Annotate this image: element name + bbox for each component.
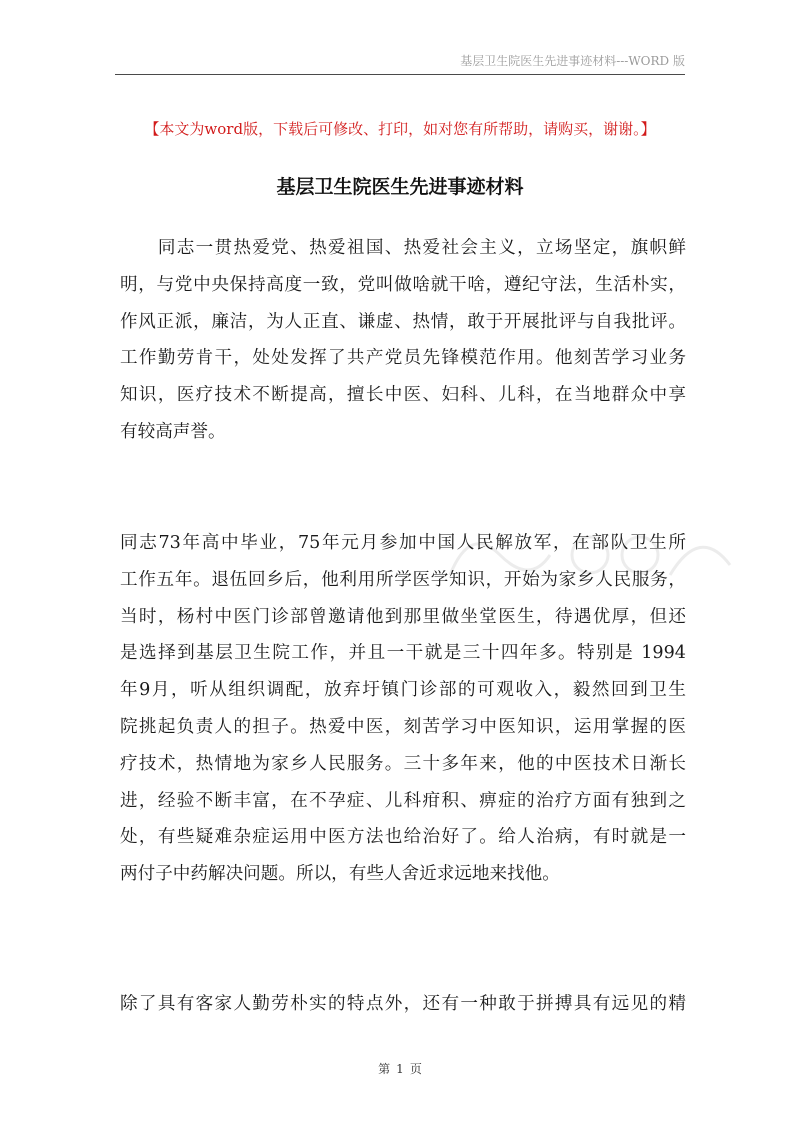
page-footer: [0, 1060, 800, 1078]
paragraph-line: 工作五年。退伍回乡后，他利用所学医学知识，开始为家乡人民服务，: [120, 569, 686, 590]
footer-suffix: 页: [409, 1062, 422, 1076]
paragraph-line: 工作勤劳肯干，处处发挥了共产党员先锋模范作用。他刻苦学习业务: [120, 348, 686, 369]
paragraph-line: 作风正派，廉洁，为人正直、谦虚、热情，敢于开展批评与自我批评。: [120, 311, 686, 332]
document-title: 基层卫生院医生先进事迹材料: [276, 176, 524, 198]
paragraph-1: [120, 230, 686, 451]
running-header: 基层卫生院医生先进事迹材料---WORD 版: [460, 54, 685, 68]
paragraph-line: 处，有些疑难杂症运用中医方法也给治好了。给人治病，有时就是一: [120, 827, 686, 848]
page-number: 1: [396, 1062, 404, 1076]
paragraph-line: 明，与党中央保持高度一致，党叫做啥就干啥，遵纪守法，生活朴实，: [120, 274, 686, 295]
header-divider: [115, 74, 685, 75]
paragraph-line: 有较高声誉。: [120, 421, 226, 442]
paragraph-line: 疗技术，热情地为家乡人民服务。三十多年来，他的中医技术日渐长: [120, 753, 686, 774]
paragraph-line: 院挑起负责人的担子。热爱中医，刻苦学习中医知识，运用掌握的医: [120, 716, 686, 737]
paragraph-line: 当时，杨村中医门诊部曾邀请他到那里做坐堂医生，待遇优厚，但还: [120, 606, 686, 627]
paragraph-line: 年9月，听从组织调配，放弃圩镇门诊部的可观收入，毅然回到卫生: [120, 680, 686, 701]
paragraph-line: 两付子中药解决问题。所以，有些人舍近求远地来找他。: [120, 864, 560, 885]
paragraph-2: [120, 525, 686, 893]
paragraph-line: 同志一贯热爱党、热爱祖国、热爱社会主义，立场坚定，旗帜鲜: [120, 238, 686, 258]
paragraph-line: 除了具有客家人勤劳朴实的特点外，还有一种敢于拼搏具有远见的精: [120, 994, 686, 1014]
purchase-notice: 【本文为word版，下载后可修改、打印，如对您有所帮助，请购买，谢谢。】: [144, 120, 656, 138]
paragraph-line: 知识，医疗技术不断提高，擅长中医、妇科、儿科，在当地群众中享: [120, 385, 686, 406]
paragraph-line: 进，经验不断丰富，在不孕症、儿科疳积、痹症的治疗方面有独到之: [120, 790, 686, 811]
footer-prefix: 第: [378, 1062, 391, 1076]
paragraph-line: 是选择到基层卫生院工作，并且一干就是三十四年多。特别是 1994: [120, 643, 686, 664]
paragraph-3: [120, 986, 686, 1023]
paragraph-line: 同志73年高中毕业，75年元月参加中国人民解放军，在部队卫生所: [120, 533, 686, 553]
